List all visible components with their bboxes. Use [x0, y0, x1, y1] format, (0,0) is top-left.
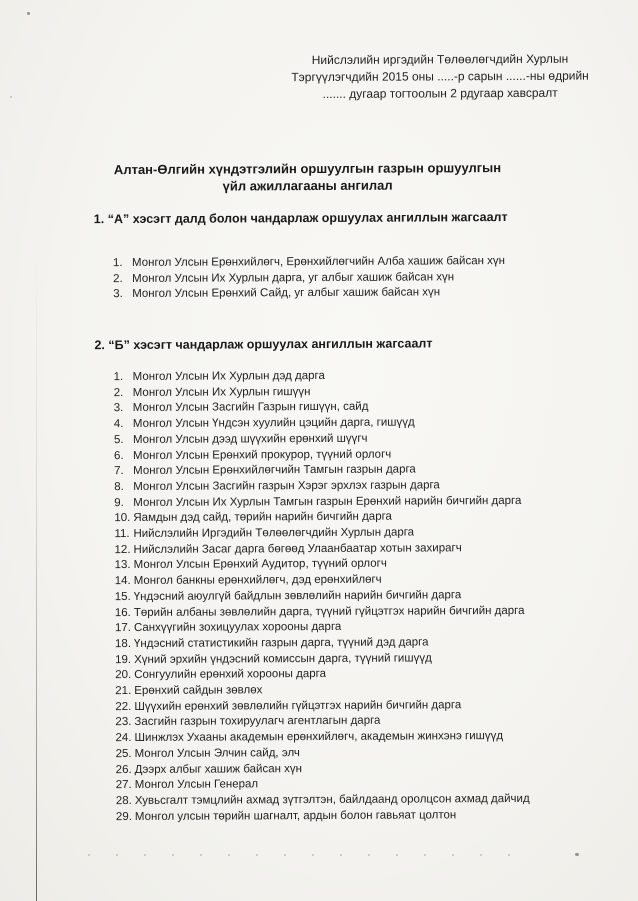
item-number: 10.: [114, 512, 131, 525]
item-number: 18.: [114, 637, 132, 651]
title-line-2: үйл ажиллагааны ангилал: [222, 177, 393, 194]
item-text: Монгол Улсын Ерөнхий прокурор, түүний орлогч: [132, 448, 392, 462]
item-number: 3.: [113, 288, 123, 301]
item-text: Монгол улсын төрийн шагналт, ардын болон гавьяат цолтон: [134, 808, 457, 823]
item-text: Монгол Улсын Засгийн газрын Хэрэг эрхлэх газрын дарга: [133, 479, 440, 493]
item-number: 16.: [114, 606, 131, 619]
item-text: Монгол Улсын Генерал: [134, 778, 259, 792]
item-text: Үндэсний статистикийн газрын дарга, түүний дэд дарга: [133, 636, 429, 650]
item-number: 14.: [114, 575, 131, 588]
item-number: 17.: [114, 622, 131, 635]
item-number: 26.: [115, 763, 132, 776]
item-text: Яамдын дэд сайд, төрийн нарийн бичгийн дарга: [133, 510, 392, 525]
item-text: Монгол Улсын Үндсэн хуулийн цэцийн дарга, гишүүд: [132, 416, 415, 431]
section-a-list: [113, 253, 623, 303]
item-text: Үндэсний аюулгүй байдлын зөвлөлийн нарийн бичгийн дарга: [133, 589, 462, 603]
item-text: Монгол Улсын Их Хурлын Тамгын газрын Ерөнхий нарийн бичгийн дарга: [133, 494, 522, 509]
item-number: 11.: [114, 528, 130, 541]
item-text: Ерөнхий сайдын зөвлөх: [134, 684, 263, 698]
item-text: Монгол Улсын Их Хурлын гишүүн: [132, 385, 311, 399]
item-number: 4.: [113, 418, 124, 431]
item-text: Шүүхийн ерөнхий зөвлөлийн гүйцэтгэх нарийн бичгийн дарга: [134, 699, 462, 713]
section-a-heading: 1. “А” хэсэгт далд болон чандарлаж оршуулах ангиллын жагсаалт: [93, 210, 508, 227]
item-number: 6.: [113, 449, 124, 462]
item-number: 2.: [113, 272, 123, 285]
list-item: [113, 285, 623, 303]
item-text: Нийслэлийн Иргэдийн Төлөөлөгчдийн Хурлын дарга: [133, 526, 415, 541]
item-text: Нийслэлийн Засаг дарга бөгөөд Улаанбаатар хотын захирагч: [133, 541, 462, 556]
item-number: 2.: [113, 386, 124, 399]
item-text: Монгол Улсын Ерөнхий Сайд, уг албыг хашиж байсан хүн: [132, 286, 441, 301]
item-text: Монгол Улсын Засгийн Газрын гишүүн, сайд: [132, 401, 369, 415]
document-header: [260, 50, 620, 103]
item-text: Монгол Улсын Ерөнхийлөгчийн Тамгын газрын дарга: [133, 463, 416, 478]
item-number: 3.: [113, 402, 124, 415]
item-text: Санхүүгийн зохицуулах хорооны дарга: [133, 621, 342, 635]
item-number: 22.: [115, 700, 132, 713]
item-text: Засгийн газрын тохируулагч агентлагын дарга: [134, 715, 381, 729]
title-line-1: Алтан-Өлгийн хүндэтгэлийн оршуулгын газрын оршуулгын: [113, 160, 502, 178]
item-number: 19.: [115, 653, 132, 666]
item-number: 29.: [115, 810, 132, 823]
item-text: Монгол Улсын дээд шүүхийн ерөнхий шүүгч: [132, 432, 368, 446]
item-number: 28.: [115, 794, 132, 808]
item-text: Монгол Улсын Ерөнхийлөгч, Ерөнхийлөгчийн Алба хашиж байсан хүн: [131, 255, 506, 269]
section-b-heading: 2. “Б” хэсэгт чандарлаж оршуулах ангиллын жагсаалт: [94, 336, 433, 353]
item-number: 23.: [115, 716, 132, 729]
item-text: Төрийн албаны зөвлөлийн дарга, түүний гүйцэтгэх нарийн бичгийн дарга: [133, 604, 525, 619]
list-item: [116, 807, 626, 825]
item-text: Хүний эрхийн үндэсний комиссын дарга, түүний гишүүд: [134, 652, 432, 666]
item-number: 1.: [113, 371, 124, 384]
item-text: Монгол Улсын Их Хурлын дэд дарга: [132, 369, 325, 383]
document-title: [38, 159, 576, 196]
item-number: 5.: [113, 433, 124, 446]
item-number: 25.: [115, 747, 132, 760]
item-number: 1.: [112, 257, 123, 270]
item-number: 27.: [115, 779, 132, 792]
item-number: 7.: [114, 465, 124, 478]
item-text: Шинжлэх Ухааны академын ерөнхийлөгч, академын жинхэнэ гишүүд: [134, 730, 504, 745]
item-text: Монгол Улсын Ерөнхий Аудитор, түүний орлогч: [133, 558, 387, 572]
header-line-1: Нийслэлийн иргэдийн Төлөөлөгчдийн Хурлын: [311, 51, 569, 68]
item-text: Монгол Улсын Их Хурлын дарга, уг албыг хашиж байсан хүн: [132, 270, 455, 285]
item-text: Сонгуулийн ерөнхий хорооны дарга: [134, 668, 327, 682]
item-number: 12.: [114, 543, 131, 556]
section-b-list: [114, 367, 626, 825]
header-line-3: ....... дугаар тогтоолын 2 рдугаар хавсралт: [322, 85, 558, 101]
item-number: 9.: [114, 496, 124, 509]
item-number: 20.: [115, 669, 132, 682]
item-number: 13.: [114, 559, 131, 572]
header-line-2: Тэргүүлэгчдийн 2015 оны .....-р сарын ......-ны өдрийн: [291, 68, 589, 85]
item-number: 8.: [114, 480, 124, 493]
item-text: Монгол банкны ерөнхийлөгч, дэд ерөнхийлөгч: [133, 573, 382, 588]
item-text: Дээрх албыг хашиж байсан хүн: [134, 762, 303, 776]
item-text: Хувьсгалт тэмцлийн ахмад зүтгэлтэн, байлдаанд оролцсон ахмад дайчид: [134, 792, 530, 807]
item-text: Монгол Улсын Элчин сайд, элч: [134, 746, 300, 760]
item-number: 21.: [115, 685, 132, 698]
item-number: 15.: [114, 590, 131, 603]
item-number: 24.: [115, 732, 132, 745]
